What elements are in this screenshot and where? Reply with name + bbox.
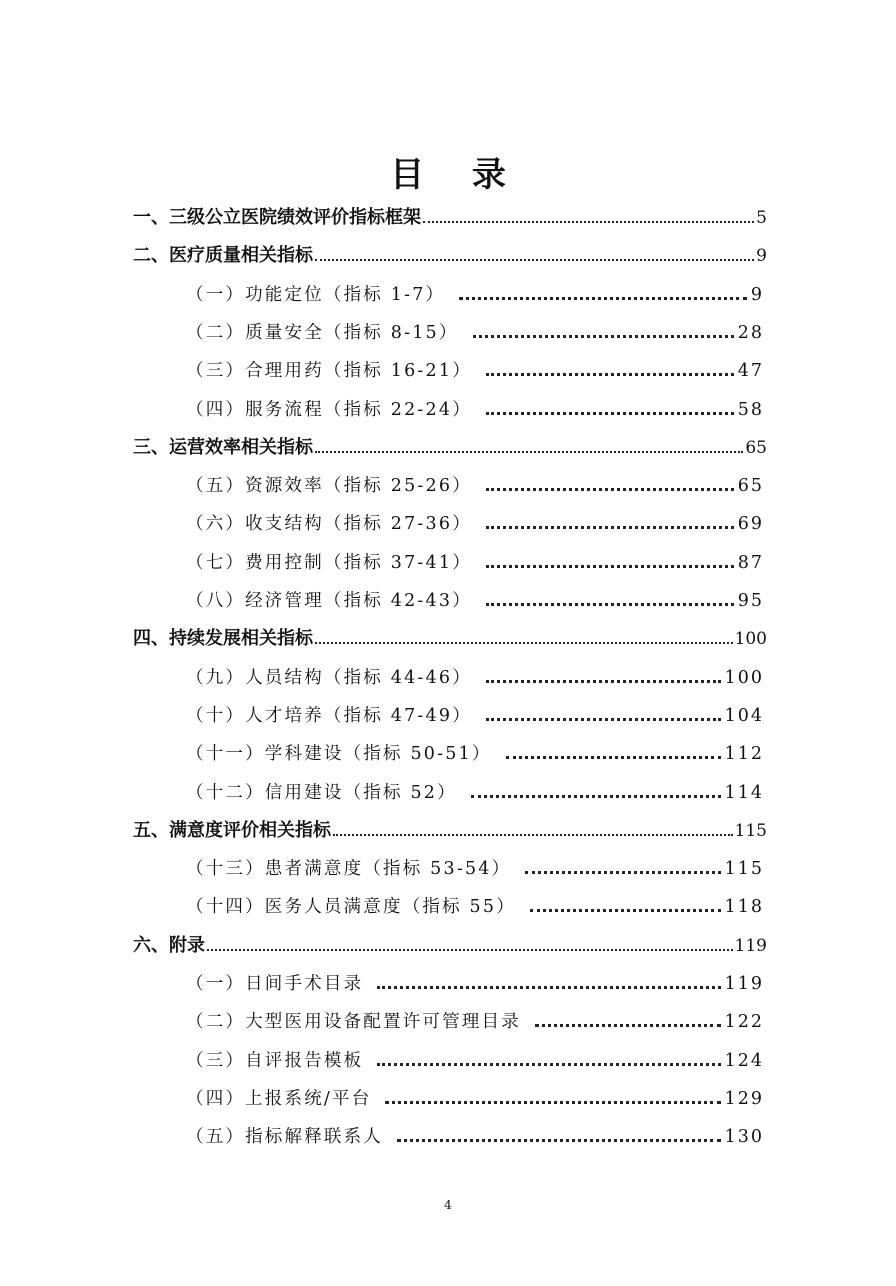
toc-entry-page: 122	[724, 1012, 764, 1033]
toc-subsection-entry[interactable]	[186, 582, 764, 620]
toc-entry-label: （三）自评报告模板	[186, 1050, 364, 1071]
toc-entry-label: 四、持续发展相关指标	[133, 628, 313, 650]
toc-entry-page: 95	[737, 591, 764, 611]
toc-entry-label: 一、三级公立医院绩效评价指标框架	[133, 207, 421, 228]
toc-subsection-entry[interactable]	[186, 1118, 764, 1156]
toc-subsection-entry[interactable]	[186, 1080, 764, 1118]
toc-section-entry[interactable]	[133, 620, 767, 658]
dot-leader	[486, 394, 734, 415]
toc-entry-page: 58	[737, 399, 764, 420]
toc-entry-label: （四）上报系统/平台	[186, 1088, 372, 1109]
toc-section-entry[interactable]	[133, 812, 767, 850]
toc-subsection-entry[interactable]	[186, 544, 764, 582]
toc-entry-page: 104	[724, 705, 764, 726]
toc-entry-label: （二）质量安全（指标 8-15）	[186, 322, 459, 343]
dot-leader	[530, 892, 721, 913]
toc-subsection-entry[interactable]	[186, 1003, 764, 1041]
dot-leader	[486, 586, 734, 607]
dot-leader	[207, 931, 733, 951]
toc-entry-label: 二、医疗质量相关指标	[133, 245, 313, 267]
toc-entry-page: 5	[756, 208, 767, 228]
dot-leader	[315, 241, 754, 261]
toc-entry-label: （十四）医务人员满意度（指标 55）	[186, 897, 516, 918]
toc-subsection-entry[interactable]	[186, 505, 764, 543]
toc-section-entry[interactable]	[133, 429, 767, 467]
toc-subsection-entry[interactable]	[186, 391, 764, 429]
dot-leader	[471, 777, 721, 798]
toc-entry-label: （三）合理用药（指标 16-21）	[186, 361, 472, 382]
toc-subsection-entry[interactable]	[186, 314, 764, 352]
toc-entry-page: 100	[734, 629, 767, 650]
dot-leader	[486, 471, 734, 492]
toc-subsection-entry[interactable]	[186, 467, 764, 505]
toc-entry-page: 119	[734, 935, 767, 956]
toc-subsection-entry[interactable]	[186, 965, 764, 1003]
toc-entry-label: （五）资源效率（指标 25-26）	[186, 476, 472, 497]
toc-subsection-entry[interactable]	[186, 850, 764, 888]
toc-entry-page: 129	[724, 1088, 764, 1109]
toc-subsection-entry[interactable]	[186, 774, 764, 812]
toc-subsection-entry[interactable]	[186, 276, 764, 314]
toc-section-entry[interactable]	[133, 927, 767, 965]
toc-entry-page: 47	[737, 361, 764, 382]
toc-entry-page: 65	[737, 476, 764, 497]
toc-entry-page: 9	[750, 284, 764, 305]
toc-entry-label: （七）费用控制（指标 37-41）	[186, 552, 472, 573]
toc-entry-label: 三、运营效率相关指标	[133, 436, 313, 458]
toc-subsection-entry[interactable]	[186, 735, 764, 773]
toc-entry-page: 124	[724, 1050, 764, 1071]
dot-leader	[385, 1083, 720, 1104]
dot-leader	[506, 739, 721, 760]
toc-entry-page: 9	[756, 246, 767, 267]
dot-leader	[423, 203, 754, 223]
toc-entry-label: （一）功能定位（指标 1-7）	[186, 284, 446, 305]
toc-entry-page: 115	[724, 859, 764, 880]
dot-leader	[486, 700, 721, 721]
toc-subsection-entry[interactable]	[186, 1042, 764, 1080]
toc-entry-label: 六、附录	[133, 934, 205, 956]
toc-entry-label: （九）人员结构（指标 44-46）	[186, 667, 472, 688]
toc-entry-page: 87	[737, 552, 764, 573]
toc-entry-page: 115	[734, 820, 767, 841]
toc-entry-page: 112	[724, 744, 764, 765]
dot-leader	[315, 433, 743, 453]
dot-leader	[535, 1007, 721, 1028]
dot-leader	[377, 969, 720, 990]
dot-leader	[525, 854, 720, 875]
toc-entry-label: （八）经济管理（指标 42-43）	[186, 591, 472, 611]
dot-leader	[315, 624, 733, 644]
toc-entry-label: （十二）信用建设（指标 52）	[186, 782, 457, 803]
toc-entry-page: 28	[737, 322, 764, 343]
toc-entry-label: （五）指标解释联系人	[186, 1127, 383, 1148]
toc-subsection-entry[interactable]	[186, 697, 764, 735]
toc-subsection-entry[interactable]	[186, 888, 764, 926]
toc-entry-label: （十一）学科建设（指标 50-51）	[186, 744, 492, 765]
toc-entry-label: （六）收支结构（指标 27-36）	[186, 514, 472, 535]
toc-entry-page: 65	[745, 437, 767, 458]
toc-entry-label: （一）日间手术目录	[186, 974, 364, 994]
dot-leader	[397, 1122, 721, 1143]
toc-entry-page: 69	[737, 514, 764, 535]
toc-entry-label: 五、满意度评价相关指标	[133, 819, 331, 841]
toc-subsection-entry[interactable]	[186, 352, 764, 390]
toc-subsection-entry[interactable]	[186, 659, 764, 697]
toc-entry-label: （十）人才培养（指标 47-49）	[186, 705, 472, 726]
page-title: 目 录	[390, 155, 524, 195]
toc-entry-page: 118	[724, 897, 764, 918]
dot-leader	[486, 662, 721, 683]
dot-leader	[377, 1045, 720, 1066]
toc-entry-page: 130	[724, 1127, 764, 1148]
dot-leader	[486, 509, 734, 530]
toc-entry-label: （四）服务流程（指标 22-24）	[186, 399, 472, 420]
dot-leader	[486, 547, 734, 568]
toc-entry-label: （二）大型医用设备配置许可管理目录	[186, 1012, 521, 1033]
toc-section-entry[interactable]	[133, 237, 767, 275]
toc-entry-label: （十三）患者满意度（指标 53-54）	[186, 859, 512, 880]
dot-leader	[333, 816, 733, 836]
toc-section-entry[interactable]	[133, 199, 767, 237]
dot-leader	[473, 317, 734, 338]
page-number: 4	[444, 1198, 452, 1212]
toc-entry-page: 100	[724, 667, 764, 688]
toc-entry-page: 114	[724, 782, 764, 803]
toc-entry-page: 119	[724, 974, 764, 994]
dot-leader	[459, 279, 747, 300]
dot-leader	[486, 356, 734, 377]
